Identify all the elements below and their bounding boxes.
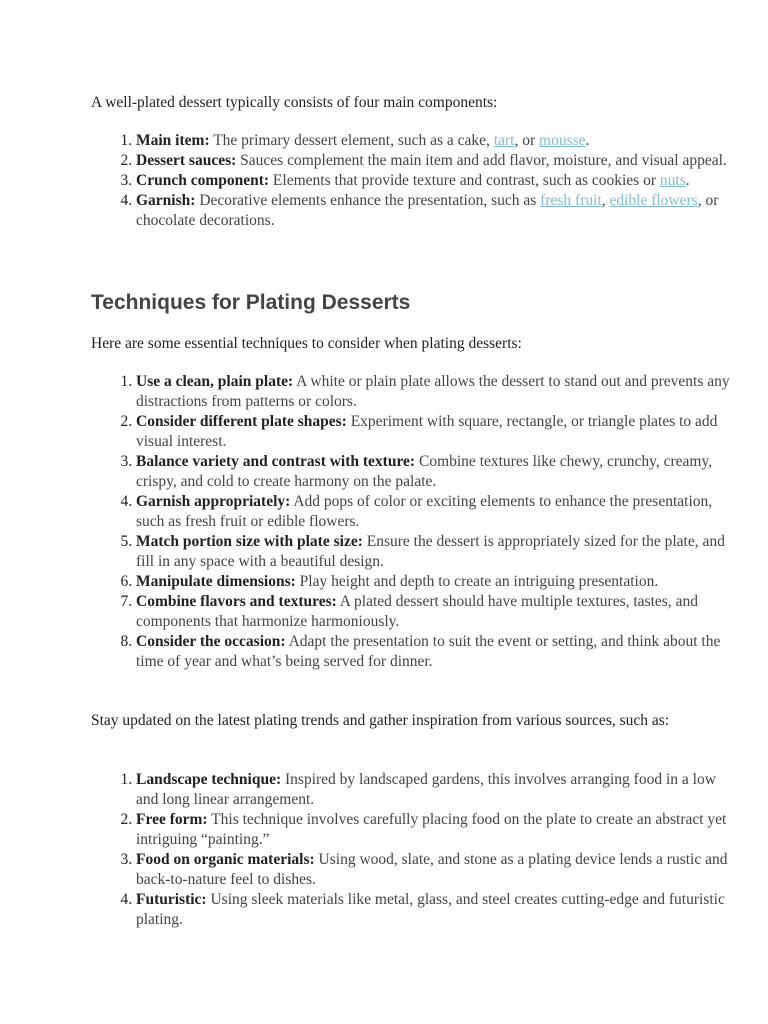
item-title: Food on organic materials: [136,851,315,868]
trends-list [91,770,736,930]
list-item [136,452,736,492]
link-nuts[interactable]: nuts [659,172,686,189]
link-fresh-fruit[interactable]: fresh fruit [540,192,602,209]
list-item [136,131,736,151]
item-text: The primary dessert element, such as a cake, [209,132,494,149]
item-title: Dessert sauces: [136,152,237,169]
item-title: Use a clean, plain plate: [136,373,294,390]
item-text: Ensure the dessert is appropriately sized for the plate, and fill in any space with a beautiful design. [136,533,725,570]
item-text: , or chocolate decorations. [136,192,719,229]
item-text: . [685,172,690,189]
list-item [136,532,736,572]
list-item [136,890,736,930]
list-item [136,592,736,632]
link-tart[interactable]: tart [493,132,515,149]
trends-intro: Stay updated on the latest plating trends and gather inspiration from various sources, such as: [91,712,670,729]
item-title: Crunch component: [136,172,270,189]
item-text: Using sleek materials like metal, glass, and steel creates cutting-edge and futuristic plating. [136,891,725,928]
item-title: Futuristic: [136,891,207,908]
item-text: . [585,132,590,149]
item-title: Combine flavors and textures: [136,593,337,610]
item-text: Combine textures like chewy, crunchy, creamy, crispy, and cold to create harmony on the palate. [136,453,713,490]
item-title: Landscape technique: [136,771,282,788]
item-title: Main item: [136,132,210,149]
item-title: Garnish: [136,192,196,209]
link-edible-flowers[interactable]: edible flowers [609,192,698,209]
item-text: Elements that provide texture and contrast, such as cookies or [269,172,660,189]
item-text: Using wood, slate, and stone as a plating device lends a rustic and back-to-nature feel to dishes. [136,851,728,888]
item-title: Match portion size with plate size: [136,533,363,550]
list-item [136,171,736,191]
list-item [136,151,736,171]
components-list [91,131,736,231]
item-text: A plated dessert should have multiple textures, tastes, and components that harmonize harmoniously. [136,593,698,630]
item-title: Manipulate dimensions: [136,573,296,590]
item-title: Free form: [136,811,208,828]
item-text: , [601,192,610,209]
item-text: Play height and depth to create an intriguing presentation. [295,573,659,590]
list-item [136,770,736,810]
link-mousse[interactable]: mousse [539,132,586,149]
item-text: Add pops of color or exciting elements to enhance the presentation, such as fresh fruit or edible flowers. [136,493,713,530]
item-text: , or [514,132,540,149]
list-item [136,492,736,532]
section-heading: Techniques for Plating Desserts [91,291,411,314]
item-title: Consider the occasion: [136,633,286,650]
list-item [136,850,736,890]
item-text: Sauces complement the main item and add flavor, moisture, and visual appeal. [236,152,727,169]
item-title: Garnish appropriately: [136,493,291,510]
list-item [136,632,736,672]
item-text: Decorative elements enhance the presentation, such as [195,192,541,209]
techniques-intro: Here are some essential techniques to consider when plating desserts: [91,335,522,352]
components-intro: A well-plated dessert typically consists of four main components: [91,94,498,111]
item-text: Adapt the presentation to suit the event or setting, and think about the time of year and what’s being served for dinner. [136,633,721,670]
list-item [136,191,736,231]
list-item [136,572,736,592]
techniques-list [91,372,736,672]
list-item [136,810,736,850]
item-title: Balance variety and contrast with texture: [136,453,416,470]
item-text: This technique involves carefully placing food on the plate to create an abstract yet intriguing “painting.” [136,811,727,848]
list-item [136,372,736,412]
item-text: Inspired by landscaped gardens, this involves arranging food in a low and long linear arrangement. [136,771,716,808]
item-text: A white or plain plate allows the dessert to stand out and prevents any distractions from patterns or colors. [136,373,730,410]
list-item [136,412,736,452]
item-title: Consider different plate shapes: [136,413,347,430]
item-text: Experiment with square, rectangle, or triangle plates to add visual interest. [136,413,718,450]
